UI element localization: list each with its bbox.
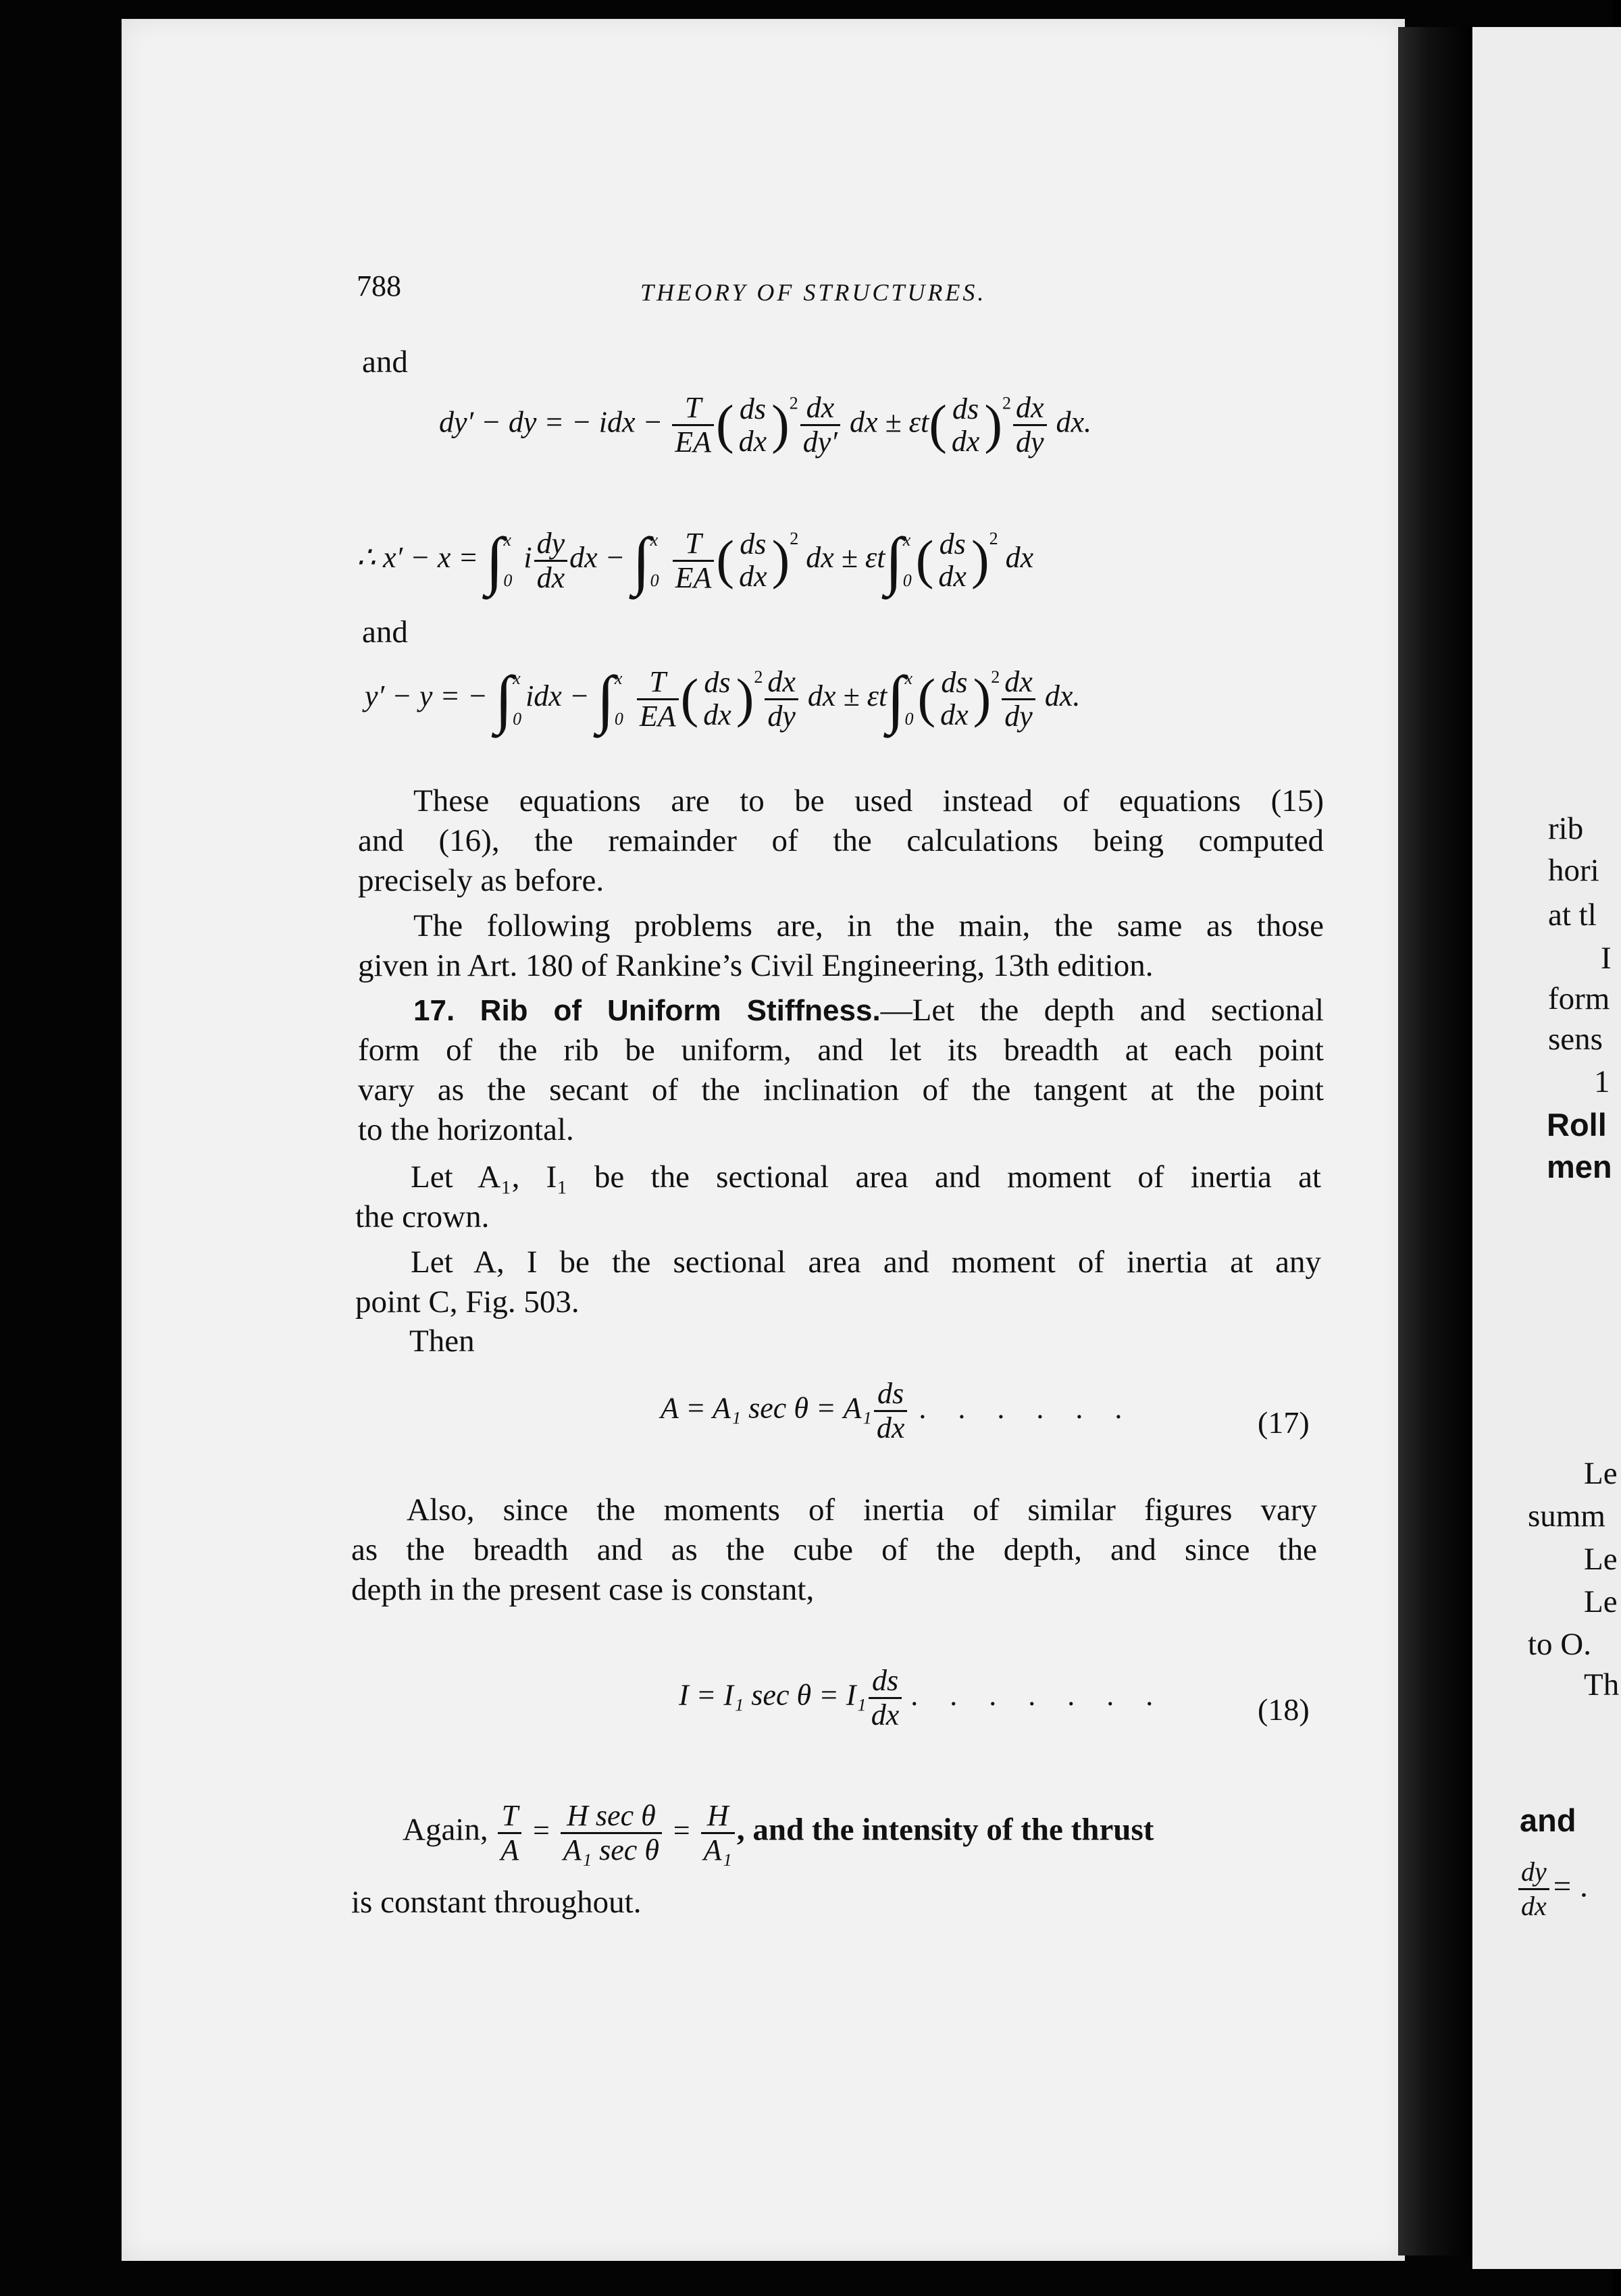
eq2-frac-T-EA: $\frac{T}{EA}$ (673, 527, 715, 594)
book-gutter (1398, 27, 1472, 2255)
running-title: THEORY OF STRUCTURES. (640, 279, 987, 306)
word-then: Then (409, 1324, 475, 1359)
integral-sign: ∫ (887, 662, 905, 735)
eq1-frac-ds-dx: ds dx (738, 392, 767, 458)
equation-x: ∴ x′ − x = ∫ x 0 i $\frac{dy}{dx}$ dx − ∫ x 0 $\frac{T}{EA}$ ( ds dx )$^2$ dx ± εt∫ x 0 ( ds dx )$^2$ dx (357, 524, 1034, 596)
equation-y: y′ − y = − ∫ x 0 idx − ∫ x 0 $\frac{T}{EA}$ ( ds dx )$^2$ $\frac{dx}{dy}$ dx ± εt∫ x 0 ( ds dx )$^2$ $\frac{dx}{dy}$ dx. (365, 662, 1081, 735)
section-17-heading: 17. Rib of Uniform Stiffness.—Let the depth and sectional (413, 993, 1324, 1028)
paragraph-again: Again, $\frac{T}{A}$ = $\frac{\text{H sec θ}}{\text{A₁ sec θ}}$ = $\frac{H}{\text{A₁}}$ , and the intensity of the thrust (403, 1799, 1154, 1867)
integral-sign: ∫ (885, 524, 903, 596)
paragraph-again-line2: is constant throughout. (351, 1885, 642, 1920)
equation-17: A = A₁ sec θ = A₁ $\frac{ds}{dx}$ . . . . . . (661, 1377, 1135, 1444)
page-number: 788 (357, 269, 401, 303)
eq2-frac-dy-dx: $\frac{dy}{dx}$ (534, 527, 568, 594)
eq1-lhs: dy′ − dy = − idx − (439, 405, 663, 439)
integral-sign: ∫ (494, 662, 513, 735)
equation-18-number: (18) (1258, 1692, 1310, 1727)
eq1-frac-dx-dy: $\frac{dx}{dy'}$ (800, 392, 840, 459)
eq1-frac2-ds-dx: ds dx (951, 392, 980, 458)
word-and-2: and (362, 615, 408, 650)
equation-dy: dy′ − dy = − idx − $\frac{T}{EA}$ ( ds dx )$^2$ $\frac{dx}{dy'}$ dx ± εt( ds dx )$^2$ $\frac{dx}{dy}$ dx. (439, 391, 1092, 459)
integral-sign: ∫ (486, 524, 504, 596)
eq1-frac-T-EA: $\frac{T}{EA}$ (672, 392, 714, 459)
word-and-1: and (362, 344, 408, 380)
equation-18: I = I₁ sec θ = I₁ $\frac{ds}{dx}$ . . . . . . . (679, 1664, 1166, 1731)
integral-sign: ∫ (632, 524, 650, 596)
eq1-frac2-dx-dy: $\frac{dx}{dy}$ (1013, 392, 1047, 459)
equation-17-number: (17) (1258, 1405, 1310, 1440)
integral-sign: ∫ (596, 662, 615, 735)
